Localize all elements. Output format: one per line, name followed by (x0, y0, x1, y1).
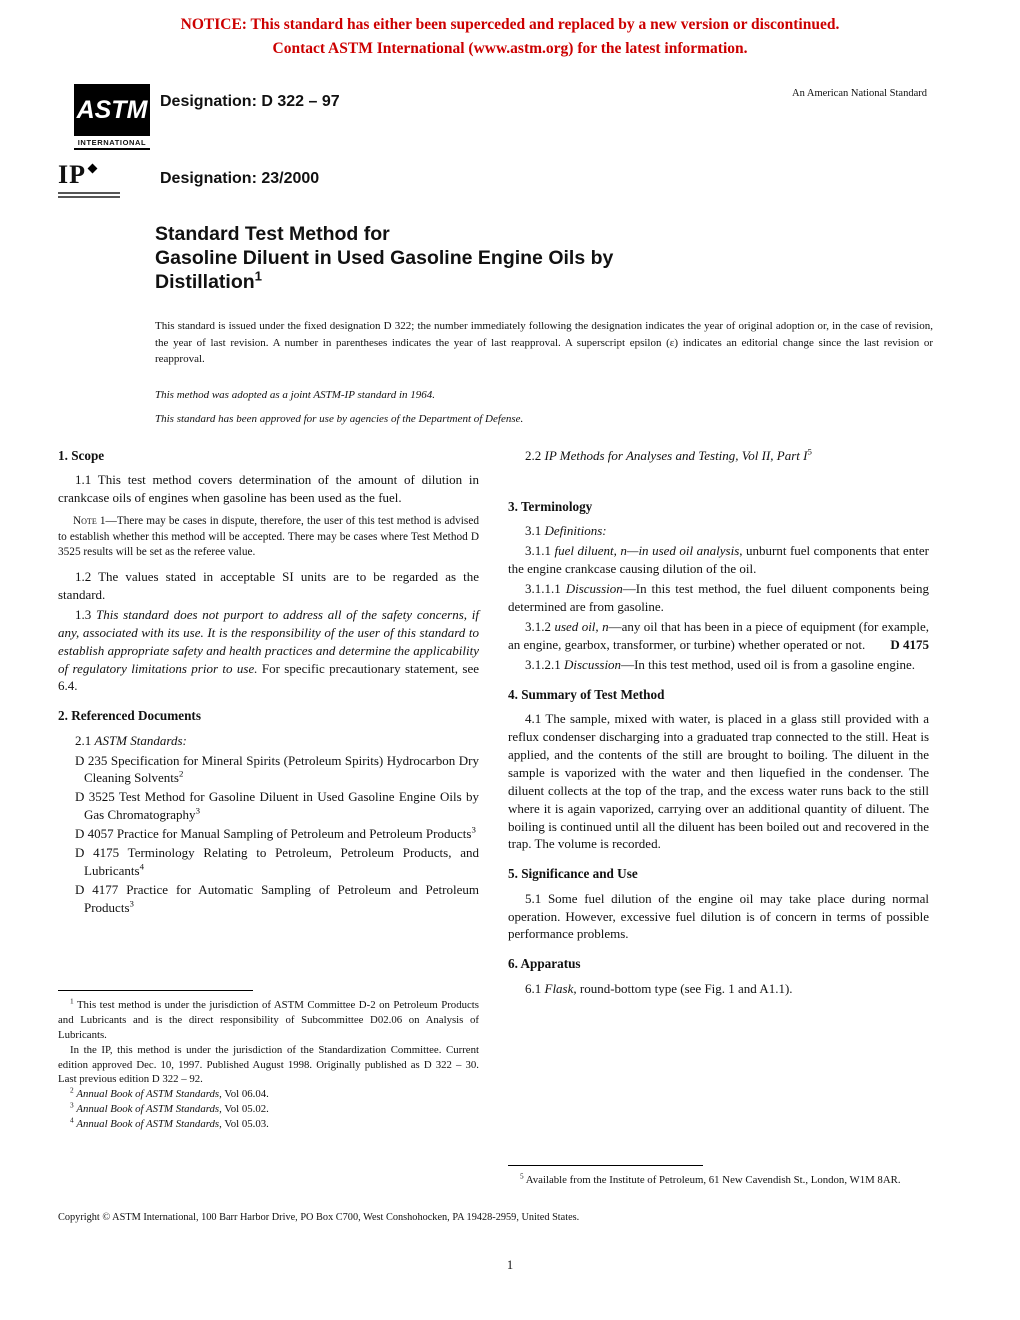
astm-logo-international-label: INTERNATIONAL (74, 136, 150, 150)
page-number: 1 (506, 1258, 514, 1272)
clause-number: 4.1 (525, 710, 542, 726)
clause-number: 3.1 (525, 523, 542, 539)
footnote-marker: 4 (70, 1115, 74, 1125)
section-heading-scope: 1. Scope (58, 448, 105, 463)
clause-text: round-bottom type (see Fig. 1 and A1.1). (579, 980, 793, 996)
note-label: Note 1 (73, 515, 106, 528)
referenced-doc-text: D 4057 Practice for Manual Sampling of Petroleum and Petroleum Products (75, 826, 472, 842)
discussion-label: Discussion (565, 580, 623, 596)
clause-text: —In this test method, the fuel diluent components being determined are from gasoline. (508, 580, 930, 614)
footnote-text: This test method is under the jurisdiction of ASTM Committee D-2 on Petroleum Products and Lubricants and is the direct responsibility of Subcommittee D02.06 on Analysis of Lubricants. (58, 998, 479, 1041)
section-heading-summary: 4. Summary of Test Method (508, 686, 665, 702)
footnote-5 (508, 1173, 929, 1188)
ip-logo-mark-icon (88, 164, 98, 174)
footnote-text: Vol 05.03. (224, 1118, 269, 1131)
footnotes-left (58, 990, 479, 1132)
paragraph-2-2 (508, 447, 929, 465)
clause-text: —In this test method, used oil is from a gasoline engine. (621, 656, 915, 672)
section-heading-apparatus: 6. Apparatus (508, 956, 581, 972)
clause-number: 5.1 (525, 890, 542, 906)
footnote-4 (58, 1117, 479, 1132)
section-heading-significance: 5. Significance and Use (508, 866, 638, 882)
footnote-marker: 3 (70, 1100, 74, 1110)
footnote-1 (58, 998, 479, 1043)
footnote-ref: 3 (471, 824, 476, 835)
paragraph-3-1-1 (508, 542, 929, 578)
paragraph-1-3 (58, 606, 479, 696)
clause-text-italic: This standard does not purport to address all of the safety concerns, if any, associated with its use. It is the responsibility of the user of this standard to establish appropriate safety and health practices and determine the applicability of regulatory limitations prior to use. (58, 606, 479, 676)
footnote-3 (58, 1102, 479, 1117)
clause-number: 3.1.2 (525, 618, 551, 634)
title-line-3-text: Distillation (155, 271, 255, 294)
copyright-line: Copyright © ASTM International, 100 Barr Harbor Drive, PO Box C700, West Conshohocken, PA 19428-2959, United States. (58, 1212, 580, 1223)
paragraph-2-1 (58, 732, 479, 750)
designation-ip: Designation: 23/2000 (160, 170, 320, 187)
footnote-text: In the IP, this method is under the jurisdiction of the Standardization Committee. Current edition approved Dec. 10, 1997. Published August 1998. Originally published as D 322 – 30. Last previous edition D 322 – 92. (58, 1043, 479, 1086)
footnote-marker: 2 (70, 1085, 74, 1095)
footnote-ref: 5 (807, 446, 812, 457)
defined-term: fuel diluent, n—in used oil analysis (554, 543, 740, 559)
footnote-ref: 3 (129, 898, 134, 909)
clause-text: For specific precautionary statement, see 6.4. (58, 660, 479, 694)
footnote-marker: 1 (70, 996, 74, 1006)
footnote-text-italic: Annual Book of ASTM Standards, (76, 1118, 222, 1131)
right-column (508, 446, 929, 1188)
clause-text-italic: ASTM Standards: (94, 732, 187, 748)
footnote-separator-rule (508, 1165, 703, 1166)
referenced-doc (58, 881, 479, 917)
supersession-notice (0, 13, 1020, 61)
section-heading-terminology: 3. Terminology (508, 498, 593, 514)
paragraph-5-1 (508, 890, 929, 944)
referenced-doc (58, 752, 479, 788)
clause-text: , unburnt fuel components that enter the engine crankcase causing dilution of the oil. (508, 543, 929, 577)
ip-logo-text: IP (58, 160, 86, 189)
clause-text-italic: Definitions: (544, 523, 607, 539)
discussion-label: Discussion (564, 656, 622, 672)
footnote-text-italic: Annual Book of ASTM Standards, (76, 1103, 222, 1116)
footnote-separator-rule (58, 990, 253, 991)
clause-number: 2.1 (75, 732, 92, 748)
astm-logo (74, 84, 150, 150)
notice-line-2: Contact ASTM International (www.astm.org) for the latest information. (272, 40, 748, 58)
clause-text: The sample, mixed with water, is placed in a glass still provided with a reflux condenser discharging into a graduated trap connected to the still. Heat is applied, and the contents of the still are brought to boiling. The diluent in the sample is vaporized with the water and then liquefied in the condenser. The diluent collects at the top of the trap, and the excess water runs back to the still where it is again vaporized, carrying over an additional quantity of diluent. The boiling is continued until all the diluent has been boiled out and recovered in the trap. The volume is recorded. (508, 710, 930, 852)
dod-approval-note: This standard has been approved for use by agencies of the Department of Defense. (155, 413, 524, 425)
footnote-ref: 3 (195, 806, 200, 817)
american-national-standard-label: An American National Standard (791, 88, 927, 99)
clause-number: 2.2 (525, 448, 542, 463)
designation-astm: Designation: D 322 – 97 (160, 93, 340, 110)
note-text: —There may be cases in dispute, therefore, the user of this test method is advised to establish whether this method will be accepted. There may be cases where Test Method D 3525 results will be set as the referee value. (58, 515, 479, 559)
adopted-note: This method was adopted as a joint ASTM-IP standard in 1964. (155, 389, 436, 401)
footnote-text-italic: Annual Book of ASTM Standards, (76, 1088, 222, 1101)
two-column-body (58, 446, 929, 1188)
referenced-doc-text: D 3525 Test Method for Gasoline Diluent in Used Gasoline Engine Oils by Gas Chromatography (75, 789, 479, 823)
paragraph-3-1-2 (508, 618, 929, 654)
title-line-2: Gasoline Diluent in Used Gasoline Engine Oils by (155, 247, 614, 270)
issuance-preamble: This standard is issued under the fixed designation D 322; the number immediately following the designation indicates the year of original adoption or, in the case of revision, the year of last revision. A number in parentheses indicates the year of last reapproval. A superscript epsilon (ε) indicates an editorial change since the last revision or reapproval. (155, 320, 933, 365)
paragraph-6-1 (508, 980, 929, 998)
footnote-ref: 4 (139, 861, 145, 872)
ip-logo (58, 160, 138, 198)
clause-number: 3.1.1 (525, 543, 551, 559)
clause-text: The values stated in acceptable SI units are to be regarded as the standard. (58, 568, 479, 602)
footnote-2 (58, 1087, 479, 1102)
footnotes-right (508, 1165, 929, 1188)
left-column (58, 446, 479, 1188)
clause-number: 3.1.1.1 (525, 580, 561, 596)
paragraph-1-2 (58, 568, 479, 604)
title-line-1: Standard Test Method for (155, 223, 390, 245)
paragraph-3-1 (508, 522, 929, 540)
ip-logo-small-print (58, 192, 138, 198)
clause-text: Some fuel dilution of the engine oil may take place during normal operation. However, excessive fuel dilution is of concern in terms of possible performance problems. (508, 890, 930, 942)
clause-text: This test method covers determination of the amount of dilution in crankcase oils of engines when gasoline has been used as the fuel. (58, 472, 479, 506)
footnote-text: Vol 05.02. (224, 1103, 269, 1116)
clause-text-italic: Flask, (544, 980, 577, 996)
notice-line-1: NOTICE: This standard has either been superceded and replaced by a new version or discontinued. (180, 16, 840, 33)
footnote-ref: 2 (178, 769, 184, 780)
section-heading-referenced-documents: 2. Referenced Documents (58, 708, 201, 724)
note-1 (58, 514, 479, 561)
clause-number: 1.2 (75, 568, 92, 584)
defined-term: used oil, n (554, 618, 609, 634)
clause-number: 3.1.2.1 (525, 656, 561, 672)
referenced-doc (58, 788, 479, 824)
clause-number: 1.3 (75, 606, 92, 622)
referenced-doc-text: D 4177 Practice for Automatic Sampling of Petroleum and Petroleum Products (75, 882, 479, 916)
referenced-doc (58, 825, 479, 843)
referenced-doc-text: D 235 Specification for Mineral Spirits (Petroleum Spirits) Hydrocarbon Dry Cleaning Solvents (75, 752, 479, 786)
referenced-doc-text: D 4175 Terminology Relating to Petroleum, Petroleum Products, and Lubricants (75, 845, 479, 879)
footnote-marker: 5 (520, 1171, 524, 1181)
standard-title (155, 222, 795, 295)
clause-number: 1.1 (75, 472, 92, 488)
clause-text: —any oil that has been in a piece of equipment (for example, an engine, gearbox, transformer, or turbine) whether operated or not. (508, 618, 929, 652)
title-line-3 (155, 270, 795, 294)
paragraph-1-1 (58, 471, 479, 507)
clause-text-italic: IP Methods for Analyses and Testing, Vol II, Part I (544, 448, 808, 463)
source-standard-ref: D 4175 (890, 636, 929, 652)
title-footnote-ref: 1 (254, 268, 263, 284)
footnote-1-continued (58, 1043, 479, 1088)
footnote-text: Vol 06.04. (224, 1088, 269, 1101)
footnote-text: Available from the Institute of Petroleum, 61 New Cavendish St., London, W1M 8AR. (525, 1174, 901, 1187)
paragraph-3-1-1-1 (508, 580, 929, 616)
paragraph-4-1 (508, 710, 929, 854)
referenced-doc (58, 844, 479, 880)
paragraph-3-1-2-1 (508, 656, 929, 674)
clause-number: 6.1 (525, 980, 542, 996)
referenced-documents-list (58, 751, 479, 918)
astm-logo-mark: ASTM (74, 84, 150, 136)
